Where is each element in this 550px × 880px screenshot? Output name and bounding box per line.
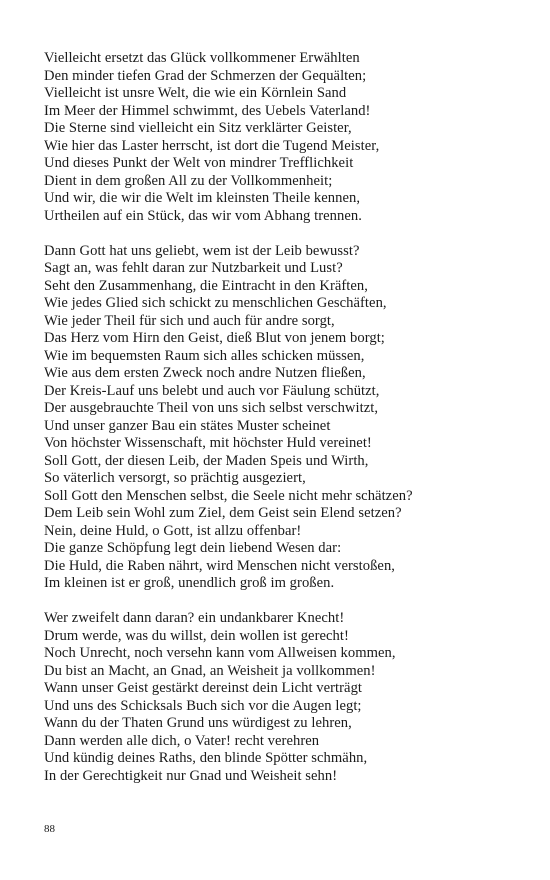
verse-line: Drum werde, was du willst, dein wollen ist gerecht! [44,627,349,644]
verse-line: Noch Unrecht, noch versehn kann vom Allweisen kommen, [44,645,396,661]
verse-line: Wer zweifelt dann daran? ein undankbarer Knecht! [44,610,345,626]
stanza [44,243,524,593]
verse-line: Du bist an Macht, an Gnad, an Weisheit ja vollkommen! [44,662,376,679]
verse-line: In der Gerechtigkeit nur Gnad und Weisheit sehn! [44,767,338,784]
verse-line: Die Sterne sind vielleicht ein Sitz verklärter Geister, [44,120,352,136]
verse-line: Im Meer der Himmel schwimmt, des Uebels Vaterland! [44,102,371,119]
verse-line: Und uns des Schicksals Buch sich vor die Augen legt; [44,697,362,714]
page-number: 88 [44,823,55,835]
verse-line: Dem Leib sein Wohl zum Ziel, dem Geist sein Elend setzen? [44,505,402,521]
verse-line: Von höchster Wissenschaft, mit höchster Huld vereinet! [44,435,372,451]
verse-line: Und kündig deines Raths, den blinde Spötter schmähn, [44,750,368,766]
verse-line: Und unser ganzer Bau ein stätes Muster scheinet [44,417,331,434]
verse-line: Und dieses Punkt der Welt von mindrer Trefflichkeit [44,155,354,171]
verse-line: Wie aus dem ersten Zweck noch andre Nutzen fließen, [44,365,366,381]
verse-line: Wann unser Geist gestärkt dereinst dein Licht verträgt [44,680,363,696]
verse-line: Das Herz vom Hirn den Geist, dieß Blut von jenem borgt; [44,330,385,346]
verse-line: Wie jedes Glied sich schickt zu menschlichen Geschäften, [44,295,387,311]
verse-line: Vielleicht ersetzt das Glück vollkommener Erwählten [44,50,360,66]
verse-line: Seht den Zusammenhang, die Eintracht in den Kräften, [44,277,368,294]
verse-line: Der Kreis-Lauf uns belebt und auch vor Fäulung schützt, [44,382,380,399]
verse-line: Nein, deine Huld, o Gott, ist allzu offenbar! [44,522,302,539]
verse-line: Dient in dem großen All zu der Vollkommenheit; [44,172,333,189]
verse-line: Im kleinen ist er groß, unendlich groß im großen. [44,575,335,591]
stanza [44,610,524,785]
verse-line: Sagt an, was fehlt daran zur Nutzbarkeit und Lust? [44,260,343,276]
verse-line: Urtheilen auf ein Stück, das wir vom Abhang trennen. [44,207,362,224]
verse-line: Den minder tiefen Grad der Schmerzen der Gequälten; [44,67,367,84]
verse-line: Soll Gott den Menschen selbst, die Seele nicht mehr schätzen? [44,487,413,504]
verse-line: Dann Gott hat uns geliebt, wem ist der Leib bewusst? [44,242,360,259]
verse-line: Wie hier das Laster herrscht, ist dort die Tugend Meister, [44,137,380,154]
verse-line: Wie jeder Theil für sich und auch für andre sorgt, [44,312,335,329]
verse-line: Vielleicht ist unsre Welt, die wie ein Körnlein Sand [44,85,347,101]
verse-line: Wann du der Thaten Grund uns würdigest zu lehren, [44,715,352,731]
poem-text [44,50,524,785]
verse-line: Und wir, die wir die Welt im kleinsten Theile kennen, [44,190,361,206]
verse-line: Soll Gott, der diesen Leib, der Maden Speis und Wirth, [44,452,369,469]
verse-line: So väterlich versorgt, so prächtig ausgeziert, [44,470,306,486]
verse-line: Die ganze Schöpfung legt dein liebend Wesen dar: [44,540,342,556]
verse-line: Dann werden alle dich, o Vater! recht verehren [44,732,320,749]
verse-line: Der ausgebrauchte Theil von uns sich selbst verschwitzt, [44,400,379,416]
verse-line: Die Huld, die Raben nährt, wird Menschen nicht verstoßen, [44,557,395,574]
verse-line: Wie im bequemsten Raum sich alles schicken müssen, [44,347,365,364]
stanza [44,50,524,225]
